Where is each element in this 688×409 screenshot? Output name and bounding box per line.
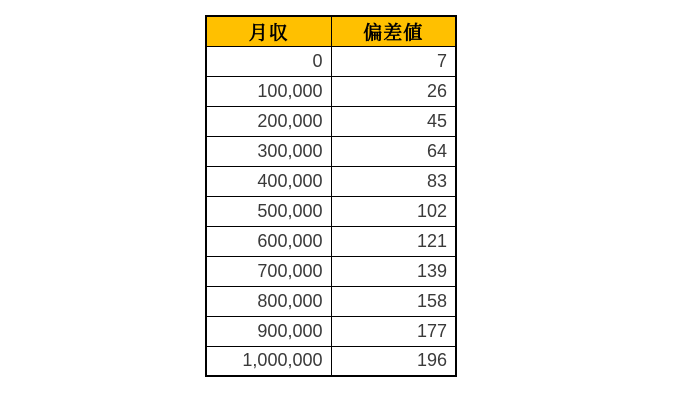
table-row (206, 346, 456, 376)
income-cell: 400,000 (206, 166, 331, 196)
table-header (206, 16, 456, 46)
income-cell: 300,000 (206, 136, 331, 166)
table-row (206, 46, 456, 76)
table-row (206, 316, 456, 346)
income-cell: 800,000 (206, 286, 331, 316)
income-deviation-table-container (205, 15, 457, 377)
deviation-cell: 7 (331, 46, 456, 76)
table-row (206, 106, 456, 136)
deviation-cell: 83 (331, 166, 456, 196)
table-body (206, 46, 456, 376)
income-cell: 100,000 (206, 76, 331, 106)
deviation-cell: 139 (331, 256, 456, 286)
table-row (206, 136, 456, 166)
income-cell: 900,000 (206, 316, 331, 346)
table-row (206, 226, 456, 256)
income-cell: 600,000 (206, 226, 331, 256)
table-row (206, 256, 456, 286)
header-row (206, 16, 456, 46)
deviation-cell: 158 (331, 286, 456, 316)
table-row (206, 76, 456, 106)
table-row (206, 166, 456, 196)
deviation-cell: 26 (331, 76, 456, 106)
deviation-cell: 45 (331, 106, 456, 136)
income-cell: 0 (206, 46, 331, 76)
table-row (206, 286, 456, 316)
income-cell: 1,000,000 (206, 346, 331, 376)
table-row (206, 196, 456, 226)
column-header-income: 月収 (206, 16, 331, 46)
deviation-cell: 196 (331, 346, 456, 376)
deviation-cell: 64 (331, 136, 456, 166)
deviation-cell: 177 (331, 316, 456, 346)
deviation-cell: 121 (331, 226, 456, 256)
column-header-deviation: 偏差値 (331, 16, 456, 46)
deviation-cell: 102 (331, 196, 456, 226)
income-cell: 200,000 (206, 106, 331, 136)
income-cell: 500,000 (206, 196, 331, 226)
income-cell: 700,000 (206, 256, 331, 286)
income-deviation-table (205, 15, 457, 377)
